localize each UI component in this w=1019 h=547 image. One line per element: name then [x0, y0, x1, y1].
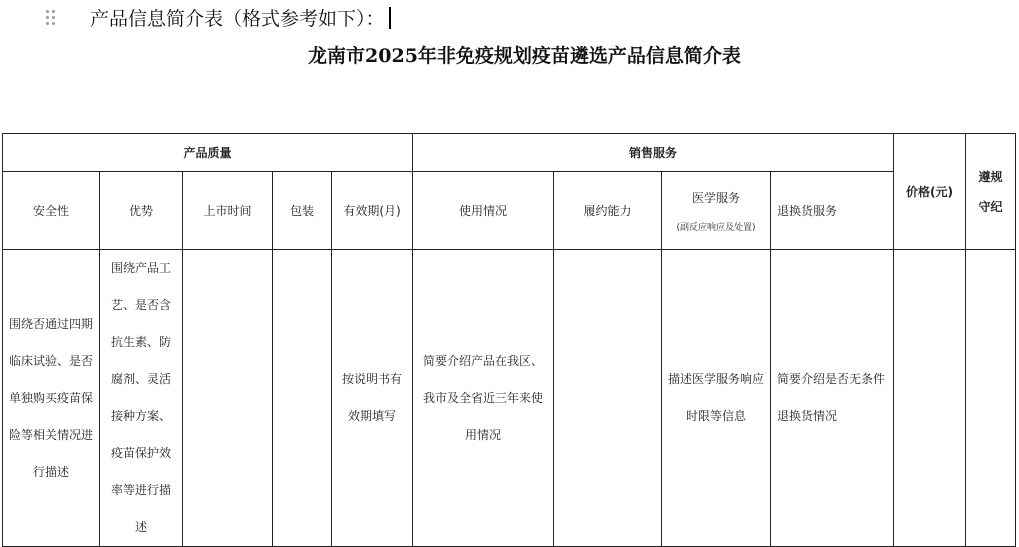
col-header-medical: [662, 172, 771, 250]
col-header-validity: 有效期(月): [332, 172, 413, 250]
col-header-safety: 安全性: [3, 172, 100, 250]
col-header-return: 退换货服务: [771, 172, 894, 250]
col-header-launch-time: 上市时间: [183, 172, 273, 250]
medical-label: 医学服务: [691, 190, 740, 205]
cell-compliance[interactable]: [966, 250, 1016, 547]
drag-handle-icon[interactable]: [46, 10, 60, 26]
col-header-advantage: 优势: [100, 172, 183, 250]
cell-medical[interactable]: 描述医学服务响应时限等信息: [662, 250, 771, 547]
col-header-fulfillment: 履约能力: [554, 172, 662, 250]
price-header: 价格(元): [894, 134, 966, 250]
group-header-sales: 销售服务: [413, 134, 894, 172]
intro-heading[interactable]: [90, 6, 391, 32]
cell-fulfillment[interactable]: [554, 250, 662, 547]
cell-usage[interactable]: 简要介绍产品在我区、我市及全省近三年来使用情况: [413, 250, 554, 547]
compliance-header: 遵规守纪: [966, 134, 1016, 250]
intro-heading-text: 产品信息简介表（格式参考如下）：: [90, 8, 385, 30]
col-header-usage: 使用情况: [413, 172, 554, 250]
cell-price[interactable]: [894, 250, 966, 547]
medical-note: (副反应响应及处置): [676, 222, 756, 233]
cell-packaging[interactable]: [273, 250, 332, 547]
document-title: 龙南市2025年非免疫规划疫苗遴选产品信息简介表: [308, 45, 741, 67]
cell-advantage[interactable]: 围绕产品工艺、是否含抗生素、防腐剂、灵活接种方案、疫苗保护效率等进行描述: [100, 250, 183, 547]
cell-return[interactable]: 简要介绍是否无条件退换货情况: [771, 250, 894, 547]
text-cursor: [389, 7, 391, 29]
cell-safety[interactable]: 围绕否通过四期临床试验、是否单独购买疫苗保险等相关情况进行描述: [3, 250, 100, 547]
cell-validity[interactable]: 按说明书有效期填写: [332, 250, 413, 547]
cell-launch-time[interactable]: [183, 250, 273, 547]
col-header-packaging: 包装: [273, 172, 332, 250]
product-info-table: [2, 133, 1016, 547]
group-header-quality: 产品质量: [3, 134, 413, 172]
